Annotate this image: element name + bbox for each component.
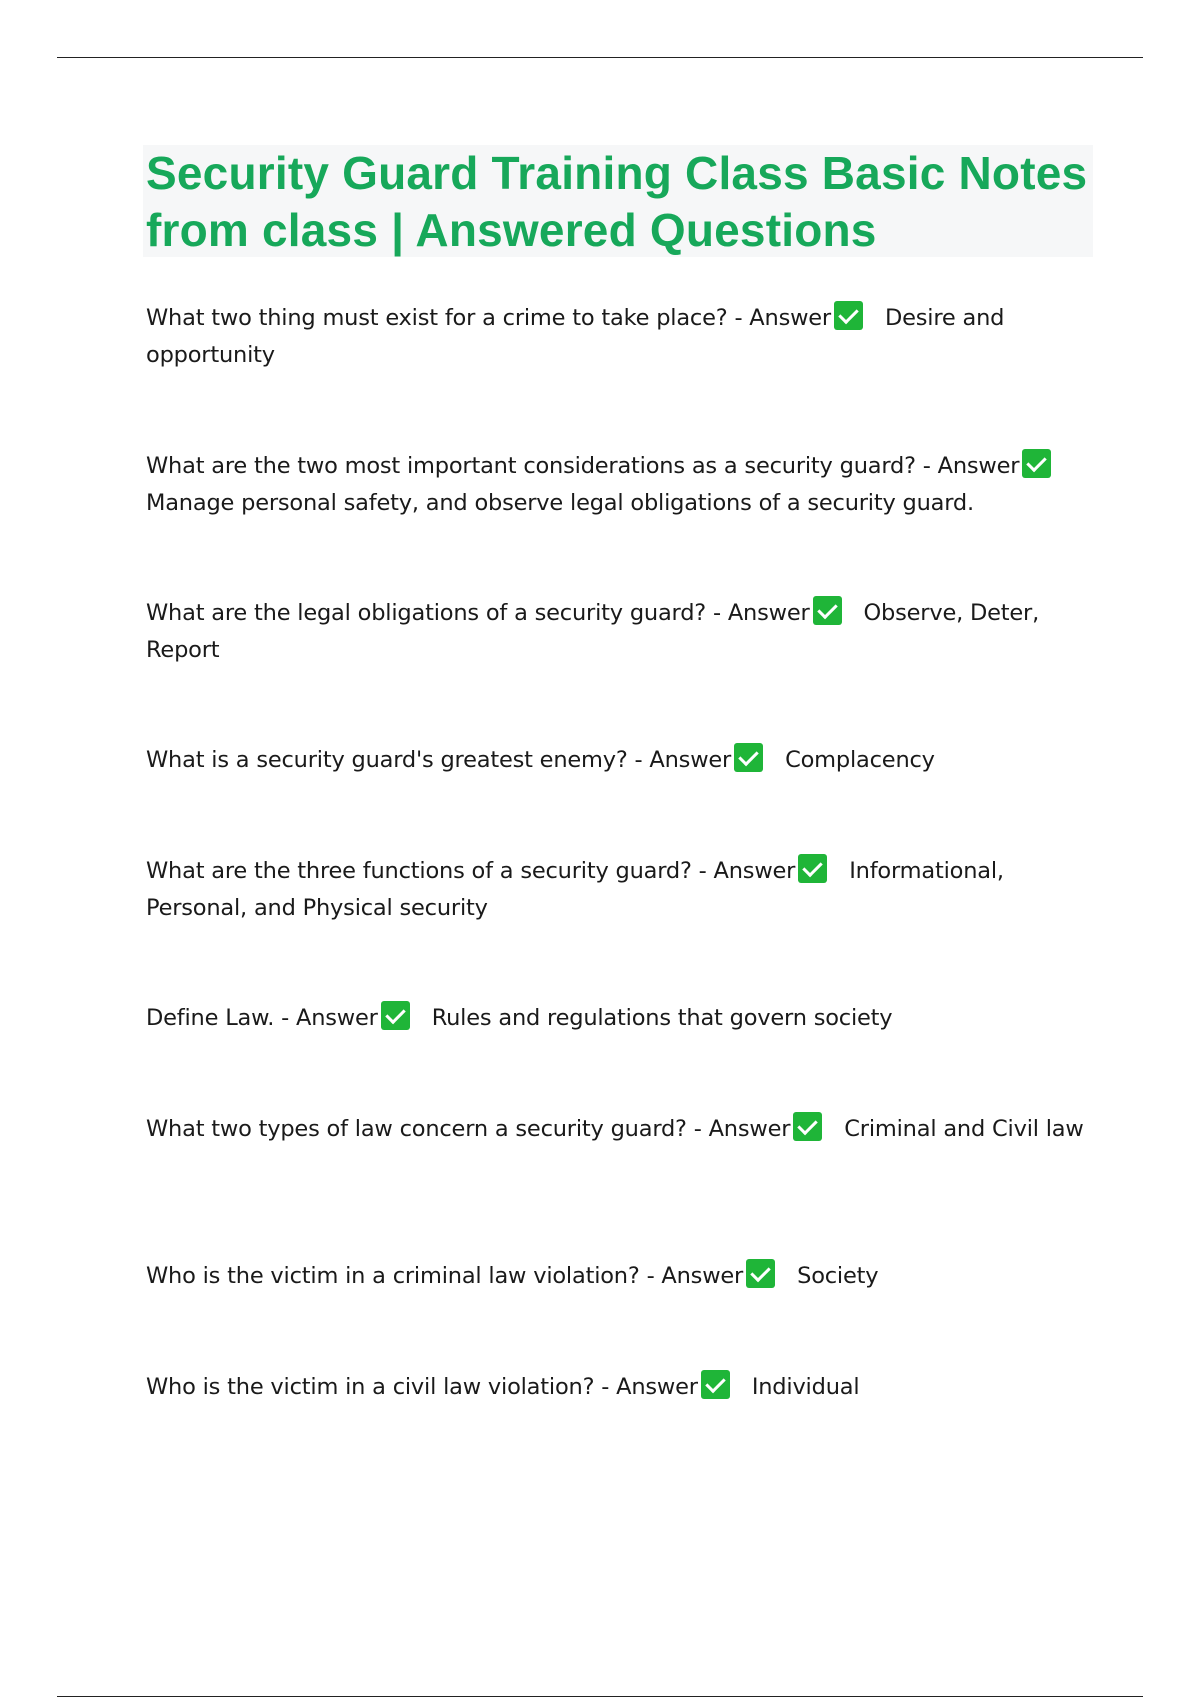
question-text: What two thing must exist for a crime to take place? - Answer xyxy=(146,305,831,331)
top-divider xyxy=(57,57,1143,58)
qa-item xyxy=(146,1000,1096,1037)
question-text: What two types of law concern a security guard? - Answer xyxy=(146,1116,791,1142)
check-mark-icon xyxy=(746,1259,775,1288)
answer-text: Informational, Personal, and Physical security xyxy=(146,858,1004,921)
answer-text: Observe, Deter, Report xyxy=(146,600,1040,663)
check-mark-icon xyxy=(381,1001,410,1030)
question-text: Define Law. - Answer xyxy=(146,1005,378,1031)
check-mark-icon xyxy=(813,596,842,625)
check-mark-icon xyxy=(798,854,827,883)
qa-item xyxy=(146,742,1096,779)
question-text: Who is the victim in a civil law violation? - Answer xyxy=(146,1374,698,1400)
qa-item xyxy=(146,1111,1096,1148)
qa-item xyxy=(146,1369,1096,1406)
answer-text: Society xyxy=(797,1263,879,1289)
qa-item xyxy=(146,300,1096,374)
check-mark-icon xyxy=(701,1370,730,1399)
answer-text: Individual xyxy=(751,1374,860,1400)
document-title: Security Guard Training Class Basic Notes from class | Answered Questions xyxy=(146,147,1088,256)
answer-text: Desire and opportunity xyxy=(146,305,1005,368)
qa-item xyxy=(146,853,1096,927)
answer-text: Manage personal safety, and observe legal obligations of a security guard. xyxy=(146,490,974,516)
qa-item xyxy=(146,448,1096,522)
question-text: What are the three functions of a security guard? - Answer xyxy=(146,858,796,884)
answer-text: Rules and regulations that govern society xyxy=(431,1005,893,1031)
qa-item xyxy=(146,595,1096,669)
check-mark-icon xyxy=(834,301,863,330)
question-text: What are the legal obligations of a security guard? - Answer xyxy=(146,600,810,626)
check-mark-icon xyxy=(1022,449,1051,478)
question-text: What are the two most important considerations as a security guard? - Answer xyxy=(146,453,1020,479)
bottom-divider xyxy=(57,1696,1143,1697)
check-mark-icon xyxy=(793,1112,822,1141)
question-text: Who is the victim in a criminal law violation? - Answer xyxy=(146,1263,744,1289)
title-block xyxy=(143,145,1093,257)
answer-text: Complacency xyxy=(785,747,935,773)
check-mark-icon xyxy=(734,743,763,772)
question-text: What is a security guard's greatest enemy? - Answer xyxy=(146,747,732,773)
qa-item xyxy=(146,1258,1096,1295)
answer-text: Criminal and Civil law xyxy=(844,1116,1084,1142)
